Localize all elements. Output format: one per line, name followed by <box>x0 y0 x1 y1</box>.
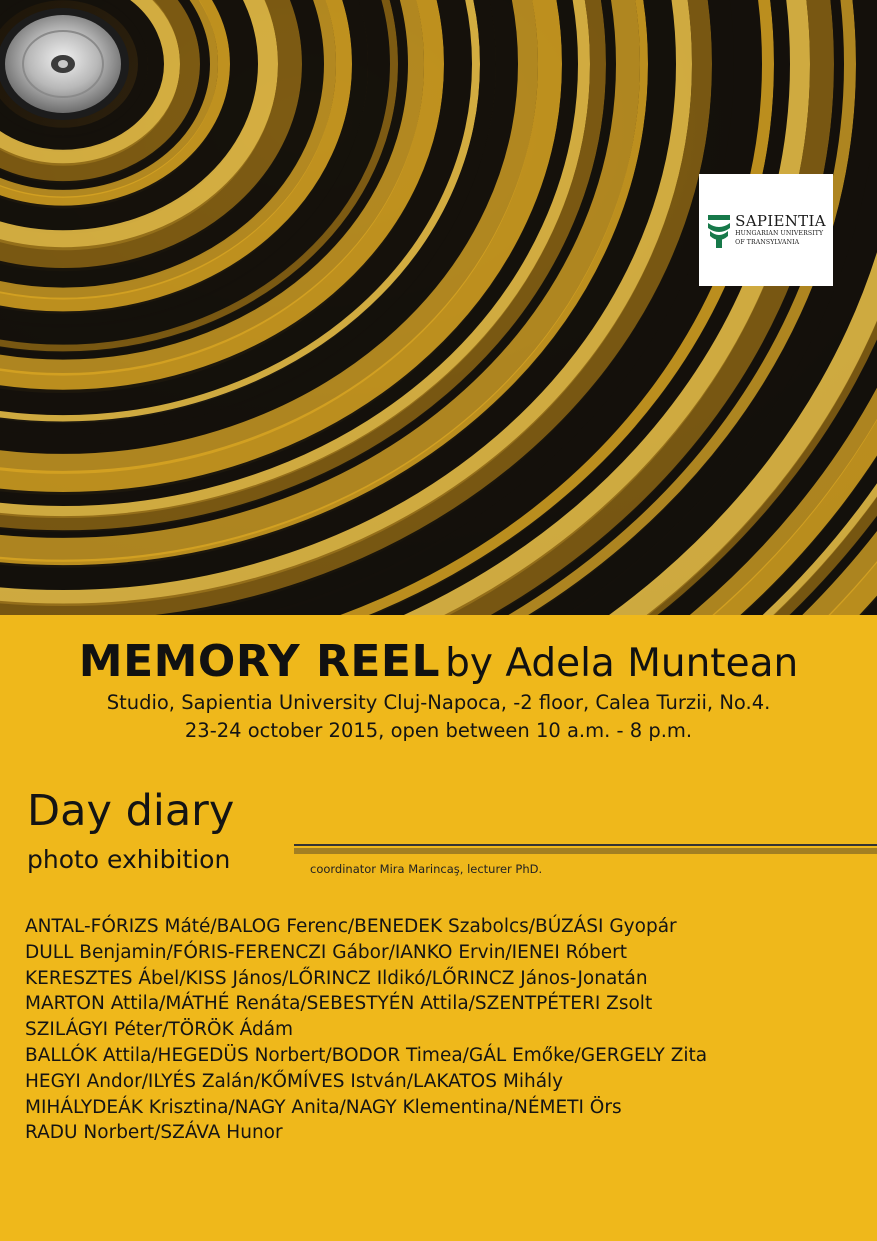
participant-line: MIHÁLYDEÁK Krisztina/NAGY Anita/NAGY Klementina/NÉMETI Örs <box>25 1096 622 1118</box>
film-reel-image <box>0 0 877 615</box>
exhibition-dates: 23-24 october 2015, open between 10 a.m. - 8 p.m. <box>184 719 693 742</box>
participant-line: RADU Norbert/SZÁVA Hunor <box>25 1122 283 1144</box>
exhibition-location: Studio, Sapientia University Cluj-Napoca, -2 floor, Calea Turzii, No.4. <box>106 691 771 714</box>
sapientia-logo <box>699 174 833 286</box>
logo-subtitle-1: HUNGARIAN UNIVERSITY <box>735 230 824 238</box>
film-reel-photo <box>0 0 877 615</box>
logo-subtitle-2: OF TRANSYLVANIA <box>735 238 800 246</box>
exhibition-title <box>0 636 877 687</box>
participant-line: DULL Benjamin/FÓRIS-FERENCZI Gábor/IANKO Ervin/IENEI Róbert <box>25 941 628 963</box>
day-diary-subtitle: photo exhibition <box>27 845 231 874</box>
divider-accent <box>294 848 877 854</box>
participant-line: ANTAL-FÓRIZS Máté/BALOG Ferenc/BENEDEK Szabolcs/BÚZÁSI Gyopár <box>25 916 677 937</box>
exhibition-byline: by Adela Muntean <box>445 641 799 686</box>
logo-name: SAPIENTIA <box>735 212 826 231</box>
participant-line: BALLÓK Attila/HEGEDÜS Norbert/BODOR Timea/GÁL Emőke/GERGELY Zita <box>25 1044 708 1066</box>
participant-line: HEGYI Andor/ILYÉS Zalán/KŐMÍVES István/LAKATOS Mihály <box>25 1070 564 1092</box>
divider-line <box>294 844 877 846</box>
coordinator-credit: coordinator Mira Marincaş, lecturer PhD. <box>310 862 543 876</box>
participant-list <box>25 914 707 1146</box>
exhibition-title-main: MEMORY REEL <box>78 636 440 687</box>
participant-line: MARTON Attila/MÁTHÉ Renáta/SEBESTYÉN Attila/SZENTPÉTERI Zsolt <box>25 993 653 1015</box>
participant-line: SZILÁGYI Péter/TÖRÖK Ádám <box>25 1019 294 1041</box>
sapientia-emblem-icon <box>706 211 732 249</box>
day-diary-title: Day diary <box>27 786 235 836</box>
participant-line: KERESZTES Ábel/KISS János/LŐRINCZ Ildikó/LŐRINCZ János-Jonatán <box>25 967 648 989</box>
